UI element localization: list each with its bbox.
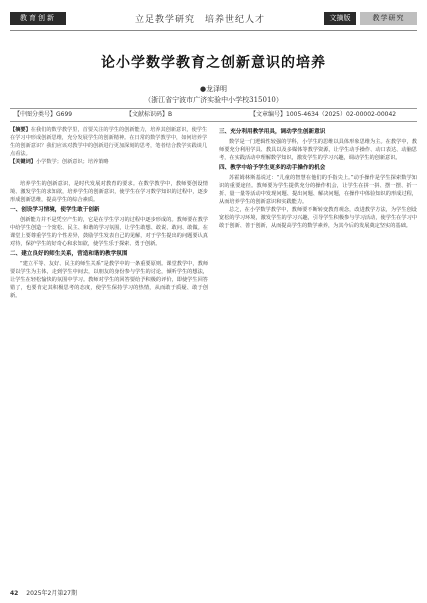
conclusion-paragraph: 总之，在小学数学教学中，教师要不断转变教育观念，改进教学方法，为学生创设宽松的学习环境，激发学生的学习兴趣，引导学生积极参与学习活动，使学生在学习中敢于创新、善于创新，从而提高学生的数学素养，为其今后的发展奠定坚实的基础。 bbox=[219, 207, 417, 229]
section-badge: 教学研究 bbox=[360, 12, 417, 25]
page-number: 42 bbox=[10, 590, 19, 597]
header-divider bbox=[10, 30, 417, 31]
article-title: 论小学数学教育之创新意识的培养 bbox=[101, 55, 326, 71]
keywords-text: 小学数学；创新意识；培养策略 bbox=[35, 159, 109, 165]
author-name: ●龙泽明 bbox=[199, 85, 228, 93]
section-heading-1: 一、创设学习情境，使学生敢于创新 bbox=[10, 207, 100, 213]
body-column-right bbox=[219, 126, 417, 230]
section-paragraph-1: 创新能力并不是凭空产生的，它是在学生学习的过程中逐步形成的。教师要在教学中给学生创造一个宽松、民主、和谐的学习氛围，让学生敢想、敢说、敢问、敢做。在课堂上要尊重学生的个性差异，鼓励学生发表自己的见解，对于学生提出的问题要认真对待，保护学生的好奇心和求知欲，使学生乐于探索、勇于创新。 bbox=[10, 217, 208, 247]
section-heading-4: 四、教学中给予学生更多的动手操作的机会 bbox=[219, 165, 326, 171]
edition-badge: 文摘版 bbox=[324, 12, 356, 25]
issue-info: 2025年2月第27期 bbox=[26, 590, 78, 597]
intro-paragraph: 培养学生的创新意识，是时代发展对教育的要求。在数学教学中，教师要创设情境、激发学生的求知欲，培养学生的创新意识，使学生在学习数学知识的过程中，逐步形成创新思维，提高学生的综合素质。 bbox=[10, 181, 208, 203]
section-heading-3: 三、充分利用教学用具，调动学生创新意识 bbox=[219, 129, 326, 135]
running-header bbox=[10, 10, 417, 28]
section-paragraph-2: “建立平等、友好、民主的师生关系”是教学中的一条重要原则。课堂教学中，教师要以学生为主体，走到学生中间去，以朋友的身份参与学生的讨论，倾听学生的想法，让学生在轻松愉快的氛围中学习。教师对学生的回答要给予积极的评价，即使学生回答错了，也要肯定其积极思考的态度，使学生保持学习的热情，从而敢于质疑、敢于创新。 bbox=[10, 261, 208, 299]
document-code: 【文献标识码】B bbox=[126, 111, 173, 118]
abstract-label: 【摘要】 bbox=[10, 127, 31, 133]
metadata-bar bbox=[10, 108, 417, 122]
page-footer bbox=[10, 588, 417, 597]
article-number: 【文章编号】1005-4634（2025）02-00002-00042 bbox=[250, 111, 397, 118]
body-column-left bbox=[10, 180, 208, 300]
section-paragraph-4: 苏霍姆林斯基说过：“儿童的智慧在他们的手指尖上。”动手操作是学生探索数学知识的重要途径。教师要为学生提供充分的操作机会，让学生在拼一拼、摆一摆、折一折、量一量等活动中发现问题、提出问题、解决问题，在操作中体验知识的形成过程，从而培养学生的创新意识和实践能力。 bbox=[219, 175, 417, 205]
section-paragraph-3: 数学是一门逻辑性较强的学科，小学生的思维以具体形象思维为主。在教学中，教师要充分利用学具、教具以及多媒体等教学资源，让学生动手操作、动口表达、动脑思考，在实践活动中理解数学知识，激发学生的学习兴趣，调动学生的创新意识。 bbox=[219, 139, 417, 161]
abstract-text: 在我们的数学教学里，首要关注的学生的创新能力，培养其创新意识，使学生在学习中形成创新思维，充分发展学生的创新精神。在日常的数学教学中，如何培养学生的创新意识？我们应该对教学中的创新进行更加深刻的思考，笔者结合教学实践谈几点看法。 bbox=[10, 127, 208, 157]
column-badge: 教育创新 bbox=[10, 12, 66, 25]
header-slogan: 立足教学研究 培养世纪人才 bbox=[135, 15, 266, 25]
section-heading-2: 二、建立良好的师生关系，营造和谐的教学氛围 bbox=[10, 251, 128, 257]
classification-number: 【中图分类号】G699 bbox=[14, 111, 73, 118]
abstract bbox=[10, 126, 210, 158]
keywords bbox=[10, 158, 210, 166]
author-affiliation: （浙江省宁波市广济实验中小学校315010） bbox=[144, 96, 283, 104]
abstract-block bbox=[10, 126, 210, 166]
keywords-label: 【关键词】 bbox=[10, 159, 36, 165]
